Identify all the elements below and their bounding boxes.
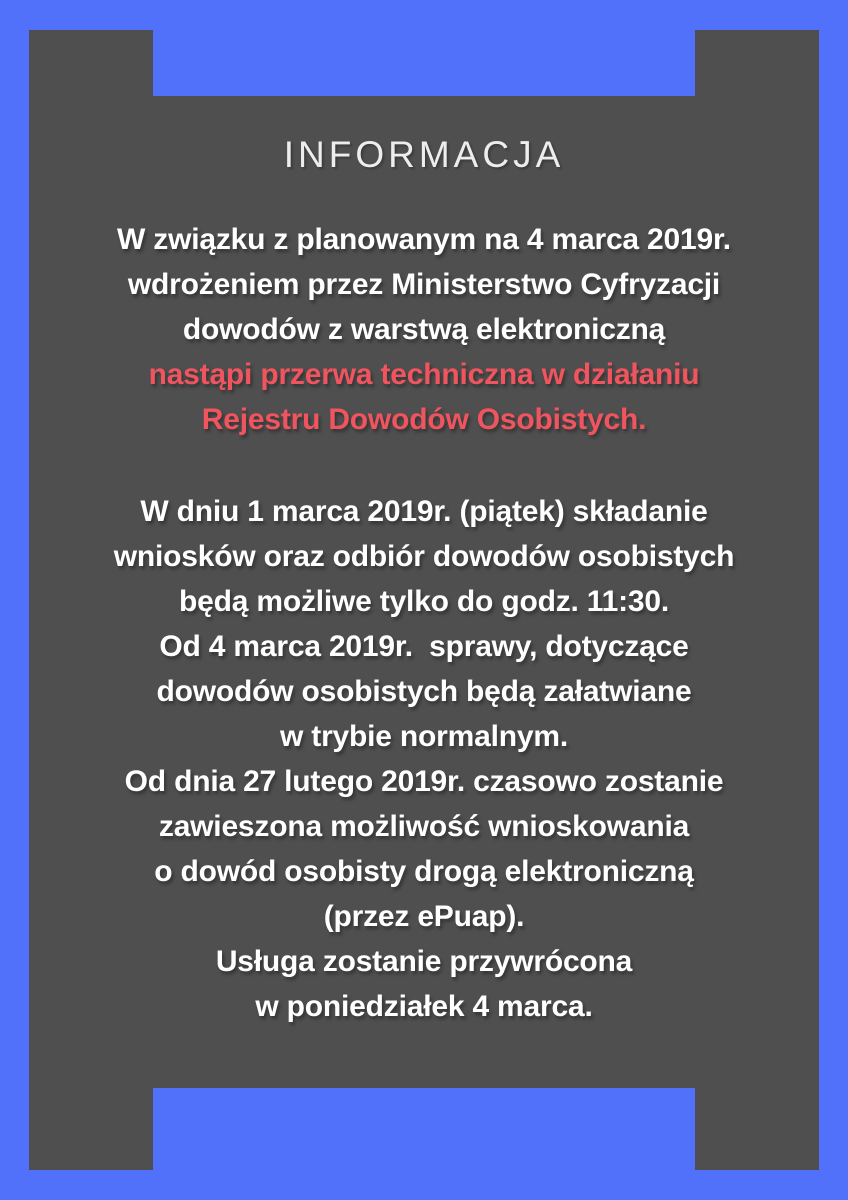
- detail-line-12: w poniedziałek 4 marca.: [255, 990, 593, 1023]
- detail-line-6: w trybie normalnym.: [280, 720, 568, 753]
- details-paragraph: [29, 489, 819, 1029]
- detail-line-1: W dniu 1 marca 2019r. (piątek) składanie: [140, 495, 708, 528]
- detail-line-10: (przez ePuap).: [323, 900, 525, 933]
- intro-line-3: dowodów z warstwą elektroniczną: [182, 313, 666, 346]
- intro-line-2: wdrożeniem przez Ministerstwo Cyfryzacji: [127, 268, 721, 301]
- detail-line-5: dowodów osobistych będą załatwiane: [156, 675, 692, 708]
- intro-line-5-highlight: Rejestru Dowodów Osobistych.: [201, 403, 647, 436]
- intro-paragraph: [29, 217, 819, 442]
- detail-line-2: wniosków oraz odbiór dowodów osobistych: [113, 540, 735, 573]
- bottom-notch: [153, 1088, 695, 1170]
- detail-line-4: Od 4 marca 2019r. sprawy, dotyczące: [159, 630, 689, 663]
- top-notch: [153, 30, 695, 96]
- detail-line-11: Usługa zostanie przywrócona: [215, 945, 633, 978]
- detail-line-9: o dowód osobisty drogą elektroniczną: [154, 855, 694, 888]
- detail-line-7: Od dnia 27 lutego 2019r. czasowo zostanie: [124, 765, 724, 798]
- poster-title: INFORMACJA: [283, 134, 565, 175]
- intro-line-4-highlight: nastąpi przerwa techniczna w działaniu: [148, 358, 700, 391]
- detail-line-8: zawieszona możliwość wnioskowania: [158, 810, 690, 843]
- detail-line-3: będą możliwe tylko do godz. 11:30.: [179, 585, 669, 618]
- intro-line-1: W związku z planowanym na 4 marca 2019r.: [117, 223, 731, 256]
